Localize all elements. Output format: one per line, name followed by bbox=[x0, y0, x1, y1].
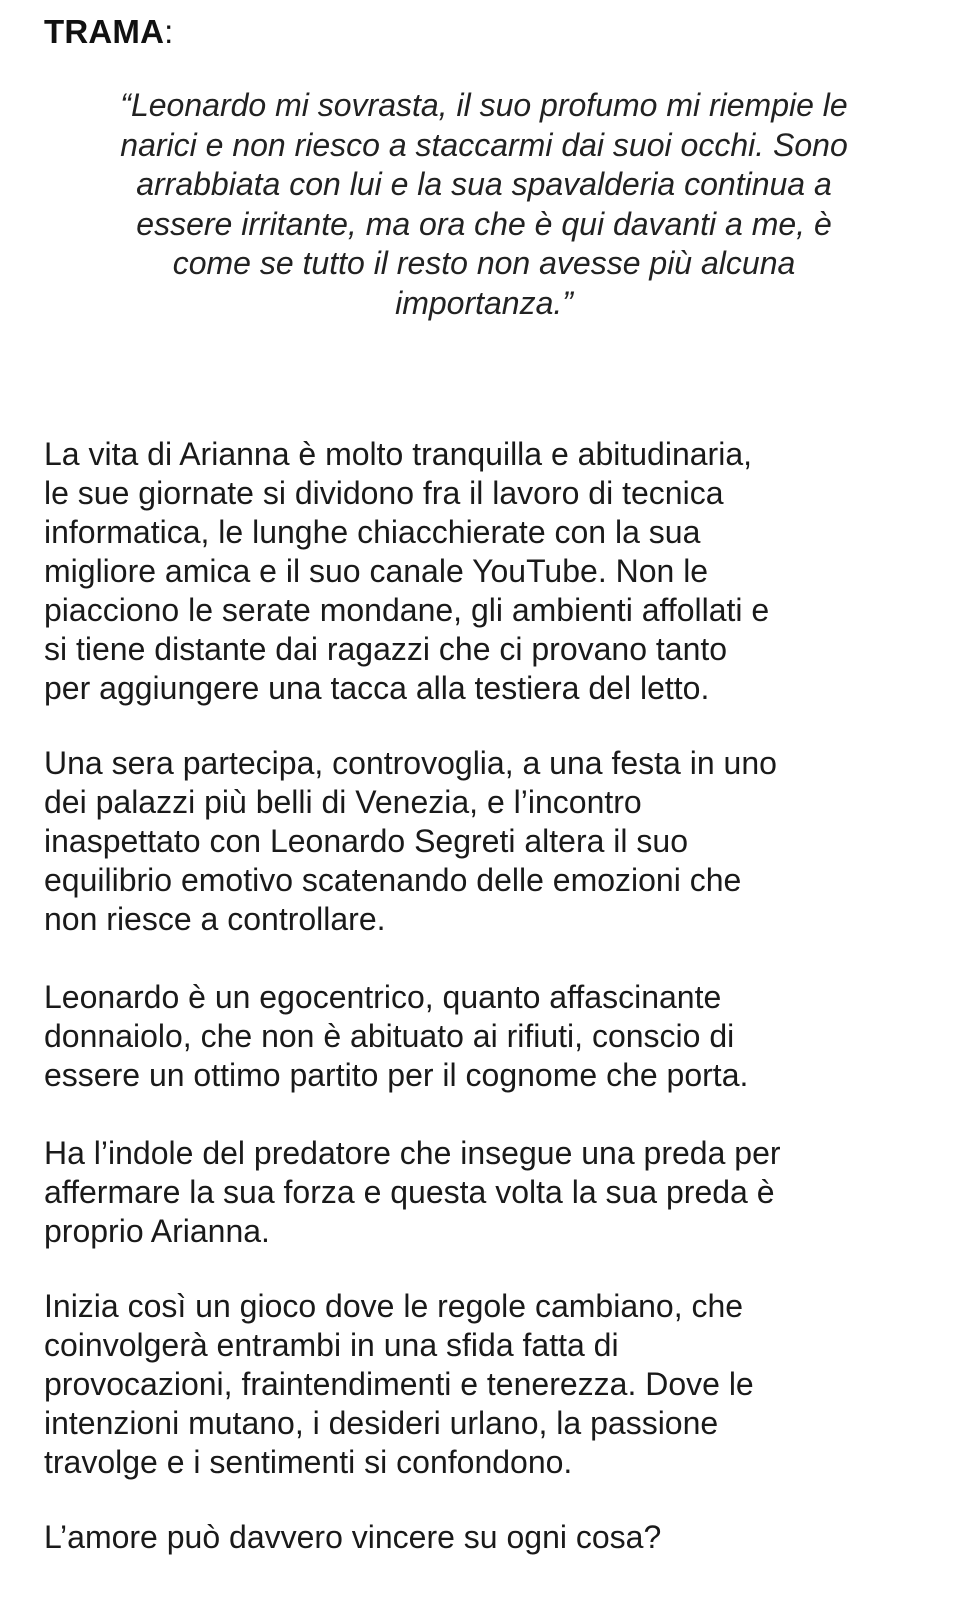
paragraph-line: Leonardo è un egocentrico, quanto affascinante bbox=[44, 979, 722, 1015]
paragraph-line: dei palazzi più belli di Venezia, e l’incontro bbox=[44, 784, 642, 820]
paragraph-line: informatica, le lunghe chiacchierate con la sua bbox=[44, 514, 701, 550]
paragraph-line: L’amore può davvero vincere su ogni cosa? bbox=[44, 1519, 662, 1555]
paragraph-predator bbox=[44, 1134, 934, 1251]
paragraph-line: provocazioni, fraintendimenti e tenerezza. Dove le bbox=[44, 1366, 754, 1402]
paragraph-line: non riesce a controllare. bbox=[44, 901, 386, 937]
paragraph-line: essere un ottimo partito per il cognome che porta. bbox=[44, 1057, 749, 1093]
paragraph-line: coinvolgerà entrambi in una sfida fatta di bbox=[44, 1327, 619, 1363]
quote-line: “Leonardo mi sovrasta, il suo profumo mi riempie le bbox=[120, 87, 848, 123]
paragraph-game bbox=[44, 1287, 934, 1482]
paragraph-line: proprio Arianna. bbox=[44, 1213, 270, 1249]
paragraph-line: La vita di Arianna è molto tranquilla e abitudinaria, bbox=[44, 436, 752, 472]
paragraph-line: si tiene distante dai ragazzi che ci provano tanto bbox=[44, 631, 728, 667]
paragraph-line: le sue giornate si dividono fra il lavoro di tecnica bbox=[44, 475, 724, 511]
paragraph-line: intenzioni mutano, i desideri urlano, la passione bbox=[44, 1405, 719, 1441]
section-heading bbox=[44, 12, 174, 52]
quote-line: importanza.” bbox=[395, 284, 573, 321]
paragraph-line: Inizia così un gioco dove le regole cambiano, che bbox=[44, 1288, 744, 1324]
quote-line: come se tutto il resto non avesse più alcuna bbox=[172, 245, 796, 281]
heading-label: TRAMA bbox=[44, 13, 165, 50]
paragraph-line: migliore amica e il suo canale YouTube. Non le bbox=[44, 553, 709, 589]
paragraph-line: Ha l’indole del predatore che insegue una preda per bbox=[44, 1135, 781, 1171]
paragraph-line: Una sera partecipa, controvoglia, a una festa in uno bbox=[44, 745, 777, 781]
quote-line: narici e non riesco a staccarmi dai suoi occhi. Sono bbox=[120, 126, 848, 163]
quote-line: essere irritante, ma ora che è qui davanti a me, è bbox=[136, 205, 832, 242]
paragraph-line: donnaiolo, che non è abituato ai rifiuti, conscio di bbox=[44, 1018, 735, 1054]
paragraph-line: inaspettato con Leonardo Segreti altera il suo bbox=[44, 823, 688, 859]
paragraph-line: travolge e i sentimenti si confondono. bbox=[44, 1444, 573, 1480]
paragraph-party bbox=[44, 744, 934, 939]
paragraph-leonardo bbox=[44, 978, 934, 1095]
heading-colon: : bbox=[164, 13, 174, 50]
paragraph-line: piacciono le serate mondane, gli ambienti affollati e bbox=[44, 592, 770, 628]
quote-line: arrabbiata con lui e la sua spavalderia continua a bbox=[136, 166, 832, 202]
paragraph-intro bbox=[44, 435, 934, 708]
paragraph-line: affermare la sua forza e questa volta la sua preda è bbox=[44, 1174, 775, 1210]
paragraph-line: per aggiungere una tacca alla testiera del letto. bbox=[44, 670, 710, 706]
paragraph-line: equilibrio emotivo scatenando delle emozioni che bbox=[44, 862, 742, 898]
paragraph-closing-question bbox=[44, 1518, 934, 1557]
blurb-quote bbox=[44, 86, 924, 323]
